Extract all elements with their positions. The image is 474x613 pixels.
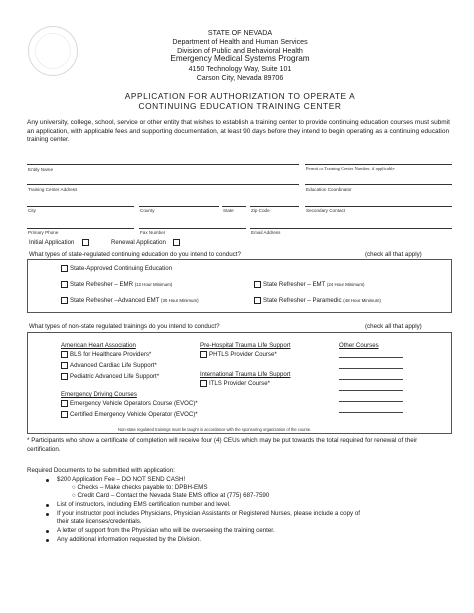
phtls-checkbox[interactable] [200,351,207,358]
credit-card-label: Credit Card – Contact the Nevada State EMS office at (775) 687-7590 [77,492,270,499]
cevo-label: Certified Emergency Vehicle Operator (EVOC)* [70,411,198,418]
instructors-text-1: List of instructors, including EMS certification number and level. [57,501,231,508]
primary-phone-label: Primary Phone [28,230,59,235]
aemt-refresher-text: State Refresher –Advanced EMT [70,297,160,304]
emr-refresher-hours: (12 Hour Minimum) [134,282,173,287]
aemt-refresher-label [70,297,199,304]
county-label: County [140,208,155,213]
approved-ce-label: State-Approved Continuing Education [70,265,172,272]
header-state: STATE OF NEVADA [207,29,273,37]
header-address: 4150 Technology Way, Suite 101 [188,65,292,73]
initial-application-label: Initial Application [29,239,75,246]
non-state-check-all: (check all that apply) [365,323,422,330]
zip-label: Zip Code [251,208,270,213]
header-division: Division of Public and Behavioral Health [177,47,303,55]
emr-refresher-text: State Refresher – EMR [70,281,133,288]
checks-label: Checks – Make checks payable to: DPBH-EMS [77,484,208,491]
other-courses-heading: Other Courses [339,342,379,349]
fax-line[interactable] [139,228,246,229]
city-label: City [28,208,36,213]
bullet-instructors [46,504,49,507]
instructors-text-2: If your instructor pool includes Physicians, Physician Assistants or Registered Nurses, please include a copy of [57,510,360,517]
email-label: Email Address [251,230,281,235]
pals-label: Pediatric Advanced Life Support* [70,373,160,380]
secondary-contact-line[interactable] [305,206,452,207]
coordinator-line[interactable] [305,184,452,185]
itls-checkbox[interactable] [200,380,207,387]
itls-heading: International Trauma Life Support [200,371,291,378]
other-course-line-2[interactable] [339,368,403,369]
card-bullet-icon: ○ [72,492,78,499]
permit-number-label: Permit or Training Center Number, if applicable [306,166,395,171]
ceu-footnote: * Participants who show a certificate of completion will receive four (4) CEUs which may be put towards the total required for renewal of their certification. [27,437,418,453]
secondary-contact-label: Secondary Contact [306,208,346,213]
renewal-application-checkbox[interactable] [173,239,180,246]
other-course-line-4[interactable] [339,390,403,391]
evoc-label: Emergency Vehicle Operators Course (EVOC)* [70,400,198,407]
bls-label: BLS for Healthcare Providers* [70,351,152,358]
emt-refresher-label [263,281,365,288]
zip-line[interactable] [250,206,299,207]
credit-card-text [72,492,269,499]
state-regulated-check-all: (check all that apply) [365,251,422,258]
physician-letter-text: A letter of support from the Physician who will be overseeing the training center. [57,527,275,534]
aemt-refresher-checkbox[interactable] [61,297,68,304]
other-course-line-3[interactable] [339,379,403,380]
coordinator-label: Education Coordinator [306,187,352,192]
emr-refresher-checkbox[interactable] [61,281,68,288]
bls-checkbox[interactable] [61,351,68,358]
approved-ce-checkbox[interactable] [61,265,68,272]
center-address-line[interactable] [27,184,299,185]
application-fee-text: $200 Application Fee – DO NOT SEND CASH! [57,476,186,483]
aha-heading: American Heart Association [61,342,136,349]
county-line[interactable] [139,206,219,207]
emr-refresher-label [70,281,172,288]
phtls-label: PHTLS Provider Course* [209,351,277,358]
form-title-line2: CONTINUING EDUCATION TRAINING CENTER [138,101,342,111]
other-course-line-1[interactable] [339,357,403,358]
other-course-line-5[interactable] [339,401,403,402]
acls-label: Advanced Cardiac Life Support* [70,362,157,369]
city-line[interactable] [27,206,134,207]
bullet-fee [46,479,49,482]
emt-refresher-text: State Refresher – EMT [263,281,326,288]
paramedic-refresher-label [263,297,381,304]
checks-text [72,484,207,491]
paramedic-refresher-hours: (48 Hour Minimum) [343,298,381,303]
bullet-credentials [46,513,49,516]
evoc-checkbox[interactable] [61,400,68,407]
phtls-heading: Pre-Hospital Trauma Life Support [200,342,291,349]
state-seal [28,26,78,76]
center-address-label: Training Center Address [28,187,78,192]
header-program: Emergency Medical Systems Program [170,54,310,63]
emt-refresher-hours: (24 Hour Minimum) [326,282,365,287]
header-department: Department of Health and Human Services [172,38,308,46]
acls-checkbox[interactable] [61,362,68,369]
fax-label: Fax Number [140,230,166,235]
driving-courses-heading: Emergency Driving Courses [61,391,137,398]
renewal-application-label: Renewal Application [111,239,166,246]
bullet-additional [46,539,49,542]
aemt-refresher-hours: (30 Hour Minimum) [161,298,199,303]
header-city: Carson City, Nevada 89706 [196,74,284,82]
intro-paragraph: Any university, college, school, service or other entity that wishes to establish a training center to provide continuing education courses must submit an application, with applicable fees and supporting documentation, at least 90 days before they intend to begin operating as a continuing education training center. [27,119,450,144]
checks-bullet-icon: ○ [72,484,78,491]
instructors-text-3: their state licenses/credentials. [57,518,142,525]
other-course-line-6[interactable] [339,412,403,413]
entity-name-line[interactable] [27,164,299,165]
paramedic-refresher-checkbox[interactable] [254,297,261,304]
cevo-checkbox[interactable] [61,411,68,418]
initial-application-checkbox[interactable] [82,239,89,246]
emt-refresher-checkbox[interactable] [254,281,261,288]
permit-number-line[interactable] [305,164,452,165]
email-line[interactable] [250,228,452,229]
form-title-line1: APPLICATION FOR AUTHORIZATION TO OPERATE A [124,91,356,101]
paramedic-refresher-text: State Refresher – Paramedic [263,297,342,304]
state-line[interactable] [222,206,246,207]
non-state-note: Non-state regulated trainings must be taught in accordance with the sponsoring organization of the course. [118,427,312,432]
additional-info-text: Any additional information requested by the Division. [57,536,202,543]
entity-name-label: Entity Name [28,167,54,172]
state-label: State [223,208,234,213]
required-documents-heading: Required Documents to be submitted with application: [27,467,175,474]
non-state-question: What types of non-state regulated trainings do you intend to conduct? [29,323,220,330]
primary-phone-line[interactable] [27,228,134,229]
state-regulated-question: What types of state-regulated continuing education do you intend to conduct? [29,251,241,258]
pals-checkbox[interactable] [61,373,68,380]
bullet-letter [46,530,49,533]
itls-label: ITLS Provider Course* [209,380,270,387]
